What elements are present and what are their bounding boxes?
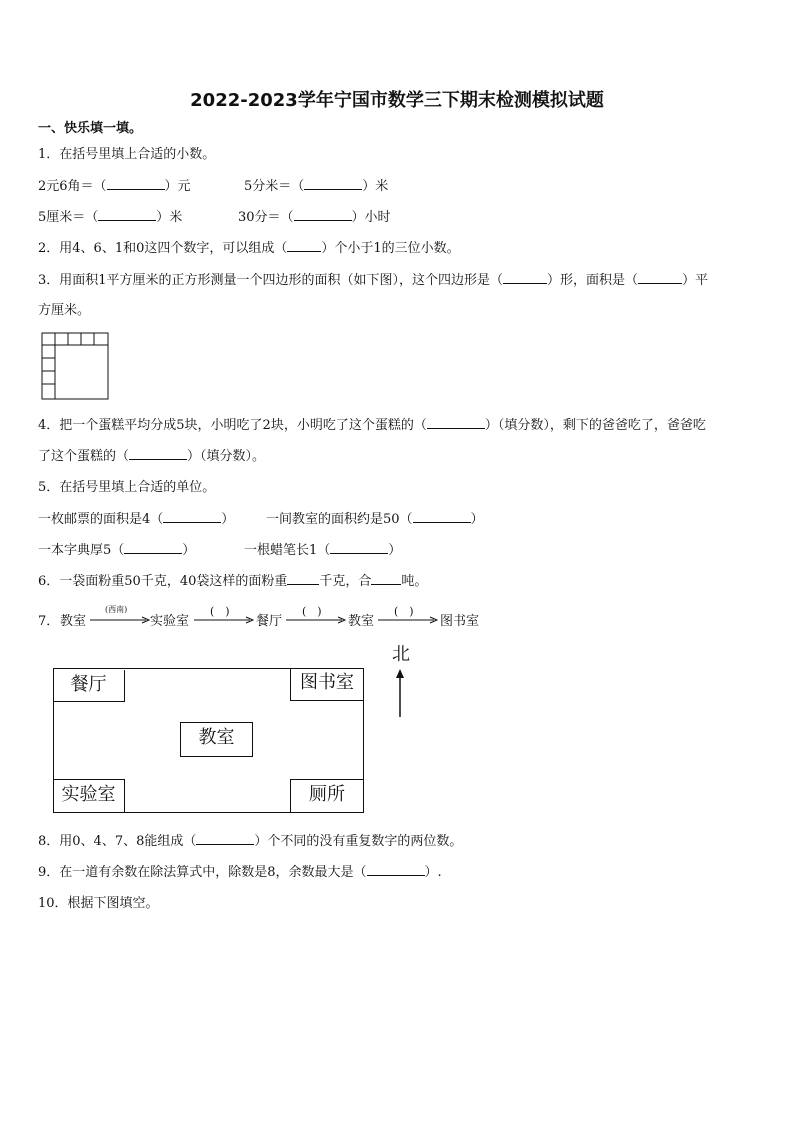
answer-blank[interactable]: [304, 177, 362, 190]
question-9: 9．在一道有余数在除法算式中，除数是8，余数最大是（ ）.: [38, 865, 442, 880]
answer-blank[interactable]: [427, 416, 485, 429]
map-toilet: 厕所: [290, 779, 363, 813]
answer-blank[interactable]: [367, 863, 425, 876]
direction-blank[interactable]: ( ): [210, 605, 230, 618]
question-6: 6．一袋面粉重50千克，40袋这样的面粉重 千克，合 吨。: [38, 574, 428, 589]
direction-blank[interactable]: ( ): [302, 605, 322, 618]
answer-blank[interactable]: [294, 208, 352, 221]
map-classroom: 教室: [180, 722, 253, 757]
question-3-line-1: 3．用面积1平方厘米的正方形测量一个四边形的面积（如下图），这个四边形是（ ）形，面积是（ ）平: [38, 273, 709, 288]
answer-blank[interactable]: [503, 271, 547, 284]
answer-blank[interactable]: [129, 447, 187, 460]
answer-blank[interactable]: [124, 541, 182, 554]
answer-blank[interactable]: [107, 177, 165, 190]
area-grid-figure: [41, 332, 109, 400]
question-1-row-2: 5厘米＝（ ）米: [38, 210, 183, 225]
question-1-row-2b: 30分＝（ ）小时: [238, 210, 391, 225]
section-heading: 一、快乐填一填。: [38, 121, 143, 136]
answer-blank[interactable]: [98, 208, 156, 221]
map-lab: 实验室: [53, 779, 125, 812]
answer-blank[interactable]: [330, 541, 388, 554]
question-10: 10．根据下图填空。: [38, 896, 159, 911]
answer-blank[interactable]: [287, 572, 319, 585]
question-5-stem: 5．在括号里填上合适的单位。: [38, 480, 216, 495]
question-1-row-1: 2元6角＝（ ）元: [38, 179, 191, 194]
answer-blank[interactable]: [163, 510, 221, 523]
answer-blank[interactable]: [413, 510, 471, 523]
north-arrow-icon: [394, 668, 406, 718]
answer-blank[interactable]: [638, 271, 682, 284]
map-restaurant: 餐厅: [53, 670, 125, 702]
question-5-row-1: 一枚邮票的面积是4（ ）: [38, 512, 235, 527]
question-1-stem: 1．在括号里填上合适的小数。: [38, 147, 216, 162]
question-5-row-1b: 一间教室的面积约是50（ ）: [266, 512, 484, 527]
north-label: 北: [392, 644, 410, 665]
page-title: 2022-2023学年宁国市数学三下期末检测模拟试题: [190, 90, 604, 111]
answer-blank[interactable]: [371, 572, 401, 585]
question-8: 8．用0、4、7、8能组成（ ）个不同的没有重复数字的两位数。: [38, 834, 463, 849]
question-2: 2．用4、6、1和0这四个数字，可以组成（ ）个小于1的三位小数。: [38, 241, 460, 256]
answer-blank[interactable]: [196, 832, 254, 845]
question-5-row-2b: 一根蜡笔长1（ ）: [244, 543, 402, 558]
question-1-row-1b: 5分米＝（ ）米: [244, 179, 389, 194]
question-4-line-2: 了这个蛋糕的（ ）（填分数）。: [38, 449, 266, 464]
direction-blank[interactable]: ( ): [394, 605, 414, 618]
map-library: 图书室: [290, 668, 363, 701]
question-5-row-2: 一本字典厚5（ ）: [38, 543, 196, 558]
answer-blank[interactable]: [287, 239, 321, 252]
question-4-line-1: 4．把一个蛋糕平均分成5块，小明吃了2块，小明吃了这个蛋糕的（ ）（填分数），剩下的爸爸吃了，爸爸吃: [38, 418, 706, 433]
question-3-line-2: 方厘米。: [38, 303, 91, 318]
